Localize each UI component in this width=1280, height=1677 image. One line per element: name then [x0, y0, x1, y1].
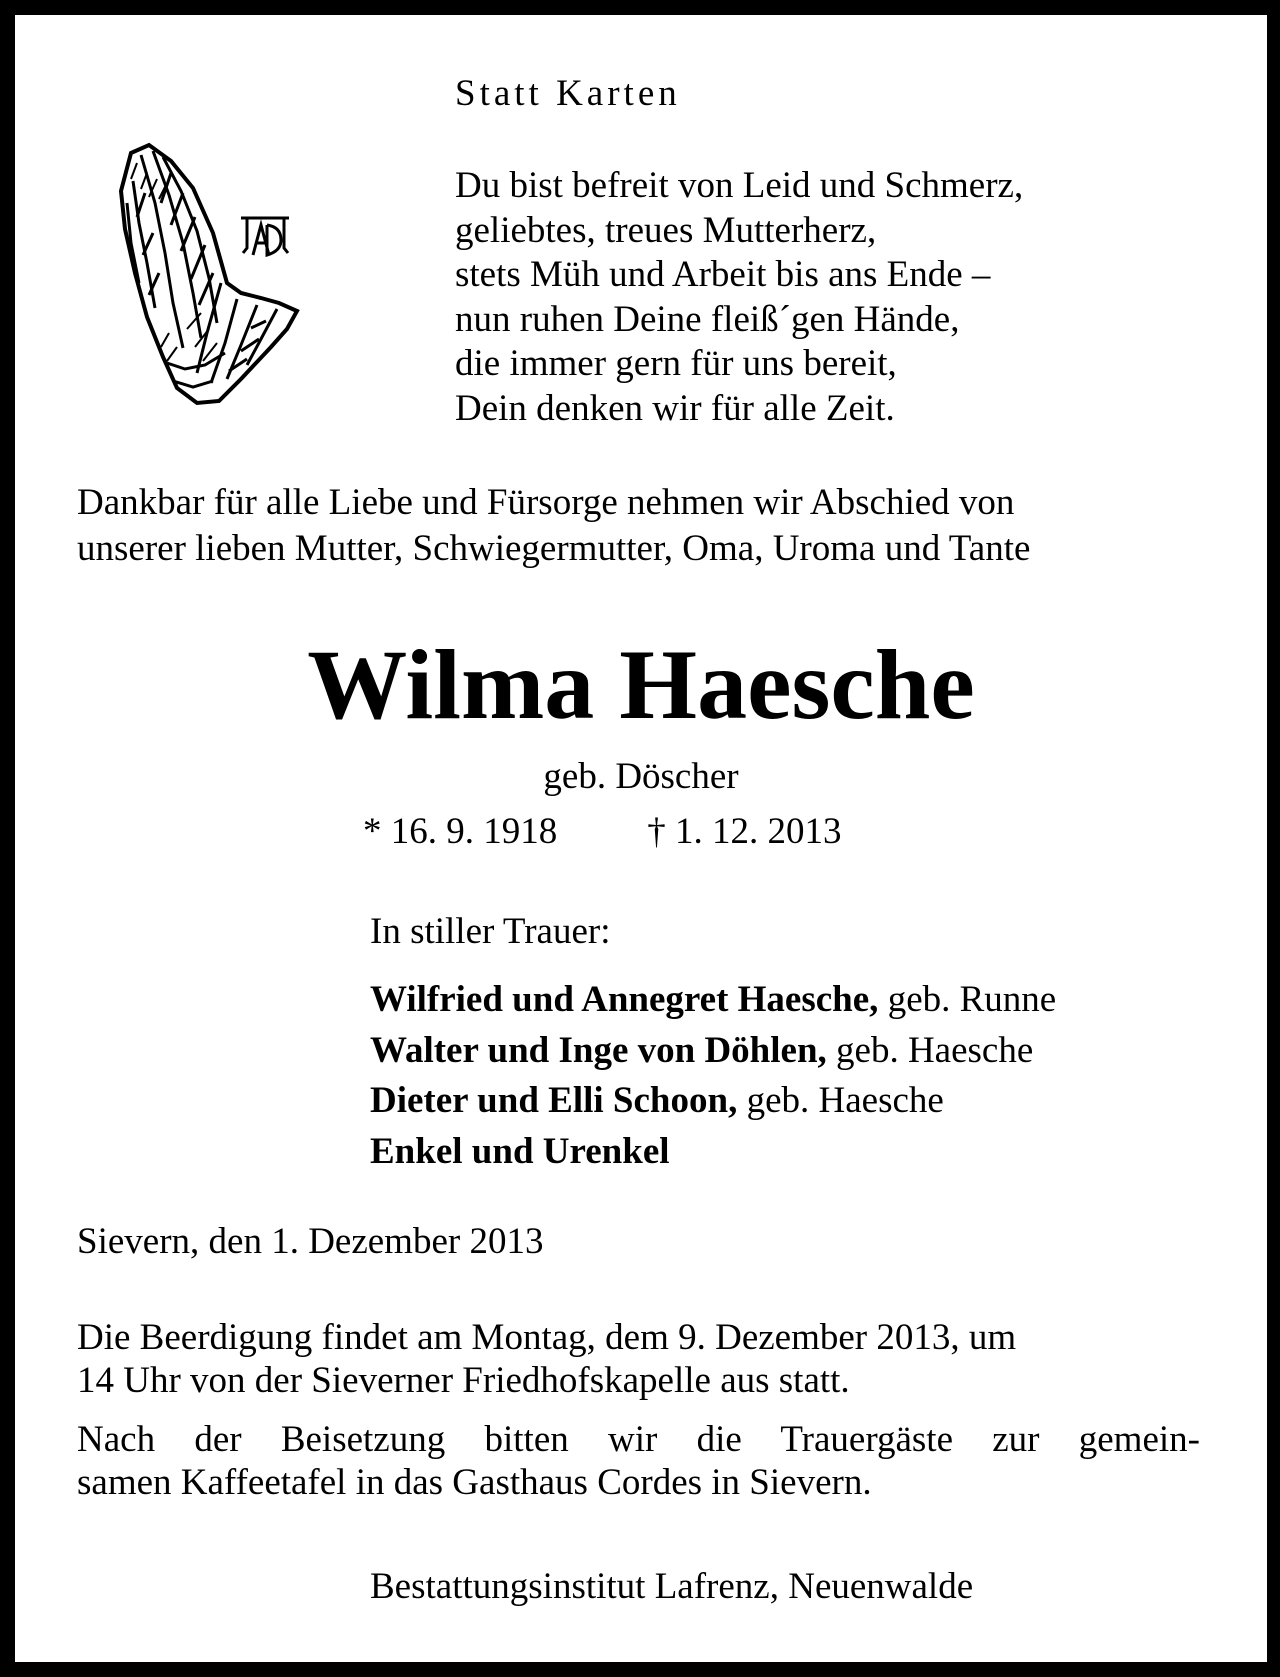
- reception-info: [77, 1419, 1200, 1504]
- mourner-names: Walter und Inge von Döhlen,: [370, 1029, 827, 1071]
- mourner-nee: geb. Haesche: [737, 1080, 944, 1121]
- maiden-name: geb. Döscher: [543, 756, 739, 797]
- mourner-nee: geb. Haesche: [826, 1029, 1034, 1071]
- poem-line: die immer gern für uns bereit,: [455, 343, 897, 385]
- poem-line: Dein denken wir für alle Zeit.: [455, 387, 895, 429]
- poem: [455, 164, 1023, 432]
- praying-hands-icon: [101, 133, 311, 413]
- mourner-names: Enkel und Urenkel: [370, 1130, 670, 1172]
- reception-line: samen Kaffeetafel in das Gasthaus Cordes in Sievern.: [77, 1461, 872, 1503]
- deceased-name: Wilma Haesche: [307, 629, 975, 740]
- poem-line: geliebtes, treues Mutterherz,: [455, 209, 877, 251]
- life-dates: [363, 810, 842, 853]
- death-date: † 1. 12. 2013: [647, 811, 842, 852]
- mourners-label: In stiller Trauer:: [370, 911, 611, 952]
- undertaker: Bestattungsinstitut Lafrenz, Neuenwalde: [370, 1566, 974, 1607]
- intro-line: Dankbar für alle Liebe und Fürsorge nehmen wir Abschied von: [77, 482, 1015, 523]
- obituary-notice: [15, 15, 1267, 1662]
- mourner-names: Dieter und Elli Schoon,: [370, 1080, 738, 1121]
- mourner-names: Wilfried und Annegret Haesche,: [370, 979, 879, 1020]
- mourner-entry: [370, 975, 1056, 1026]
- funeral-line: 14 Uhr von der Sieverner Friedhofskapelle aus statt.: [77, 1359, 850, 1401]
- poem-line: nun ruhen Deine fleiß´gen Hände,: [455, 298, 960, 340]
- mourner-entry: [370, 1076, 1056, 1127]
- funeral-info: [77, 1317, 1016, 1402]
- mourner-entry: [370, 1127, 1056, 1178]
- intro-text: [77, 480, 1030, 572]
- place-date: Sievern, den 1. Dezember 2013: [77, 1221, 544, 1262]
- mourners-list: [370, 975, 1056, 1177]
- reception-line: Nach der Beisetzung bitten wir die Trauergäste zur gemein-: [77, 1419, 1200, 1460]
- statt-karten-heading: Statt Karten: [455, 73, 681, 114]
- poem-line: Du bist befreit von Leid und Schmerz,: [455, 165, 1024, 206]
- monogram-icon: [241, 218, 289, 255]
- funeral-line: Die Beerdigung findet am Montag, dem 9. Dezember 2013, um: [77, 1317, 1017, 1358]
- intro-line: unserer lieben Mutter, Schwiegermutter, Oma, Uroma und Tante: [77, 528, 1031, 569]
- mourner-nee: geb. Runne: [878, 979, 1057, 1020]
- mourner-entry: [370, 1026, 1056, 1077]
- birth-date: * 16. 9. 1918: [363, 811, 558, 852]
- poem-line: stets Müh und Arbeit bis ans Ende –: [455, 254, 991, 296]
